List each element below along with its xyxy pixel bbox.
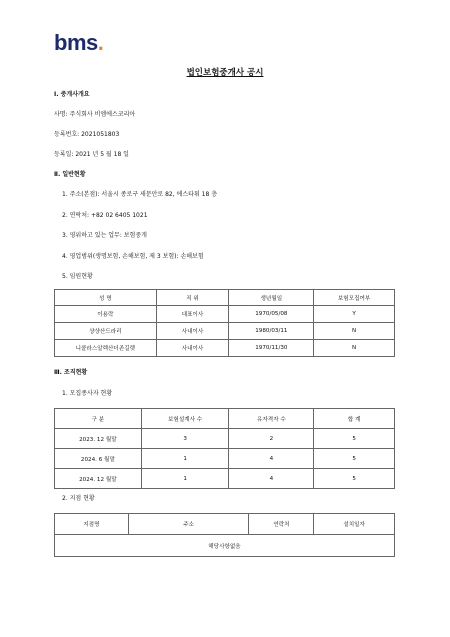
table-cell: 대표이사 bbox=[156, 306, 229, 323]
no-data-cell: 해당사항없음 bbox=[55, 535, 395, 557]
table-row bbox=[55, 340, 395, 357]
section-organization-heading: Ⅲ. 조직현황 bbox=[54, 369, 88, 376]
table-cell: 2024. 6 월말 bbox=[55, 449, 142, 469]
table-header-cell: 생년월일 bbox=[229, 290, 314, 306]
table-row bbox=[55, 469, 395, 489]
table-header-row bbox=[55, 290, 395, 306]
officers-table bbox=[54, 289, 395, 357]
recruiters-table bbox=[54, 408, 395, 489]
table-cell: 1 bbox=[141, 449, 229, 469]
bms-logo bbox=[54, 30, 103, 56]
table-cell: 1 bbox=[141, 469, 229, 489]
table-header-cell: 주소 bbox=[128, 514, 249, 535]
table-cell: 4 bbox=[229, 469, 314, 489]
table-row bbox=[55, 449, 395, 469]
table-cell: 샹샹산드라리 bbox=[55, 323, 157, 340]
table-header-cell: 구 분 bbox=[55, 409, 142, 429]
table-header-cell: 보험설계사 수 bbox=[141, 409, 229, 429]
table-header-cell: 설치일자 bbox=[314, 514, 395, 535]
table-cell: Y bbox=[314, 306, 395, 323]
branches-subheading: 2. 지점 현황 bbox=[62, 495, 95, 502]
branches-table bbox=[54, 513, 395, 557]
table-row bbox=[55, 429, 395, 449]
address-item: 1. 주소(본점): 서울시 종로구 새문안로 82, 에스타워 18 층 bbox=[62, 191, 217, 198]
table-cell: 1970/11/30 bbox=[229, 340, 314, 357]
section-general-heading: Ⅱ. 일반현황 bbox=[54, 171, 86, 178]
page-title: 법인보험중개사 공시 bbox=[186, 68, 264, 78]
table-row bbox=[55, 323, 395, 340]
table-header-cell: 연락처 bbox=[249, 514, 314, 535]
business-item: 3. 영위하고 있는 업무: 보험중개 bbox=[62, 232, 147, 239]
logo-dot: . bbox=[97, 30, 104, 55]
section-overview-heading: Ⅰ. 중개사개요 bbox=[54, 91, 90, 98]
table-header-row bbox=[55, 514, 395, 535]
table-cell: 5 bbox=[314, 429, 395, 449]
table-row bbox=[55, 535, 395, 557]
table-header-cell: 성 명 bbox=[55, 290, 157, 306]
table-header-cell: 합 계 bbox=[314, 409, 395, 429]
logo-text: bms bbox=[54, 30, 98, 55]
table-header-cell: 보험모집여부 bbox=[314, 290, 395, 306]
table-header-cell: 유자격자 수 bbox=[229, 409, 314, 429]
registration-date: 등록일: 2021 년 5 월 18 일 bbox=[54, 151, 129, 158]
table-cell: 2 bbox=[229, 429, 314, 449]
officers-item: 5. 임원현황 bbox=[62, 273, 93, 280]
table-cell: 사내이사 bbox=[156, 323, 229, 340]
table-cell: 1980/03/11 bbox=[229, 323, 314, 340]
table-header-row bbox=[55, 409, 395, 429]
table-cell: 1970/05/08 bbox=[229, 306, 314, 323]
table-header-cell: 지점명 bbox=[55, 514, 129, 535]
recruiters-subheading: 1. 모집종사자 현황 bbox=[62, 390, 113, 397]
table-cell: 2023. 12 월말 bbox=[55, 429, 142, 449]
table-cell: 4 bbox=[229, 449, 314, 469]
table-cell: 2024. 12 월말 bbox=[55, 469, 142, 489]
table-cell: 이용락 bbox=[55, 306, 157, 323]
table-cell: N bbox=[314, 323, 395, 340]
company-name: 사명: 주식회사 비엠에스코리아 bbox=[54, 111, 136, 118]
table-cell: 사내이사 bbox=[156, 340, 229, 357]
registration-number: 등록번호: 2021051803 bbox=[54, 131, 120, 138]
table-row bbox=[55, 306, 395, 323]
table-cell: 니콜라스알렉산더존길렛 bbox=[55, 340, 157, 357]
table-cell: 3 bbox=[141, 429, 229, 449]
table-cell: 5 bbox=[314, 449, 395, 469]
table-cell: 5 bbox=[314, 469, 395, 489]
table-header-cell: 직 위 bbox=[156, 290, 229, 306]
contact-item: 2. 연락처: +82 02 6405 1021 bbox=[62, 212, 148, 219]
table-cell: N bbox=[314, 340, 395, 357]
scope-item: 4. 영업범위(생명보험, 손해보험, 제 3 보험): 손해보험 bbox=[62, 253, 204, 260]
